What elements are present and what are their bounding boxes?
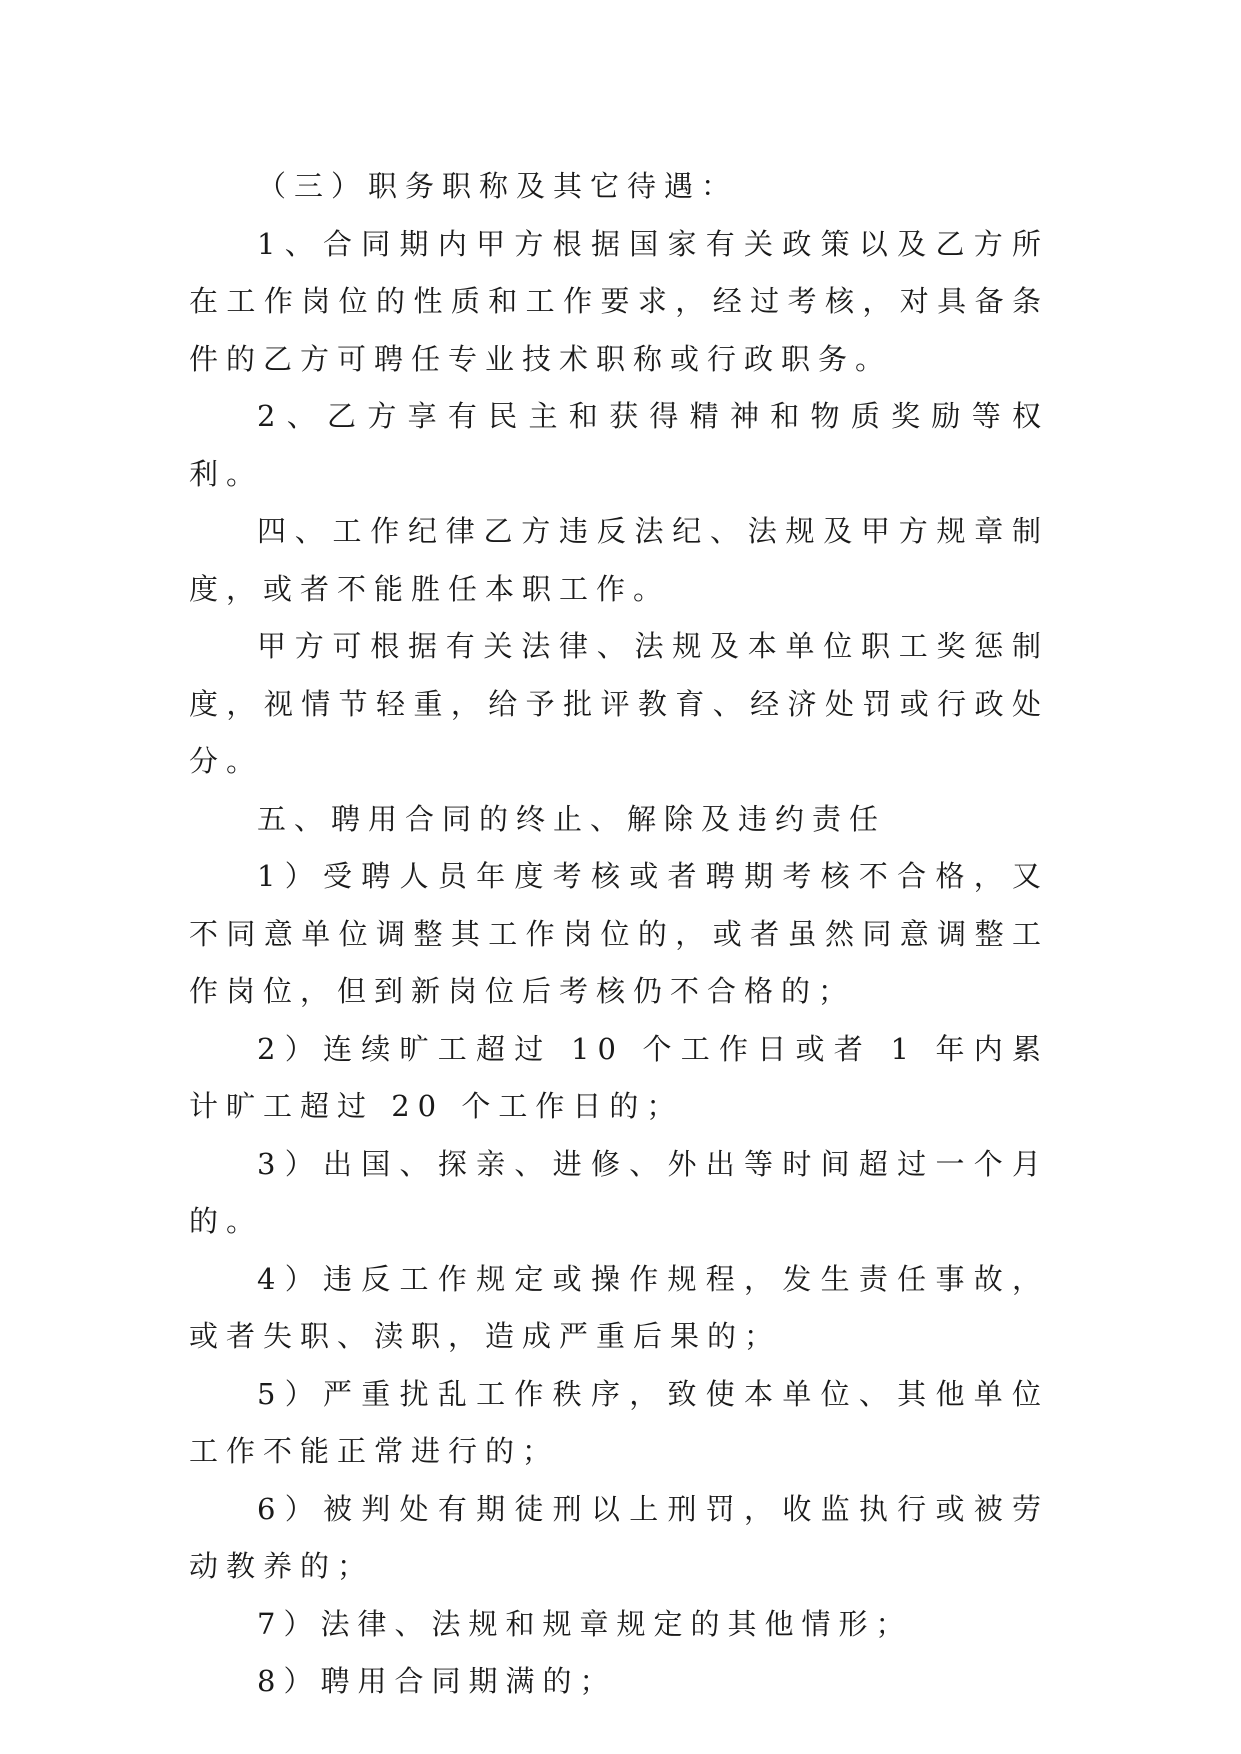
list-item-4: 4）违反工作规定或操作规程，发生责任事故，或者失职、渎职，造成严重后果的； (189, 1261, 1049, 1353)
section-heading-other-benefits: （三）职务职称及其它待遇： (257, 169, 739, 203)
list-item-7: 7）法律、法规和规章规定的其他情形； (257, 1606, 913, 1641)
document-body (189, 158, 1049, 1711)
list-item-2: 2）连续旷工超过 10 个工作日或者 1 年内累计旷工超过 20 个工作日的； (189, 1031, 1049, 1123)
list-item-3: 3）出国、探亲、进修、外出等时间超过一个月的。 (189, 1146, 1049, 1238)
list-item-8: 8）聘用合同期满的； (257, 1664, 617, 1698)
list-item-6: 6）被判处有期徒刑以上刑罚，收监执行或被劳动教养的； (189, 1491, 1049, 1583)
paragraph-disciplinary-action: 甲方可根据有关法律、法规及本单位职工奖惩制度，视情节轻重，给予批评教育、经济处罚或行政处分。 (189, 629, 1049, 778)
section-heading-work-discipline: 四、工作纪律乙方违反法纪、法规及甲方规章制度，或者不能胜任本职工作。 (189, 514, 1049, 606)
list-item-1: 1）受聘人员年度考核或者聘期考核不合格，又不同意单位调整其工作岗位的，或者虽然同意调整工作岗位，但到新岗位后考核仍不合格的； (189, 859, 1049, 1008)
list-item-5: 5）严重扰乱工作秩序，致使本单位、其他单位工作不能正常进行的； (189, 1376, 1049, 1468)
section-heading-termination: 五、聘用合同的终止、解除及违约责任 (257, 801, 887, 836)
paragraph-rights: 2、乙方享有民主和获得精神和物质奖励等权利。 (189, 399, 1049, 491)
paragraph-title-appointment: 1、合同期内甲方根据国家有关政策以及乙方所在工作岗位的性质和工作要求，经过考核，对具备条件的乙方可聘任专业技术职称或行政职务。 (189, 226, 1049, 376)
